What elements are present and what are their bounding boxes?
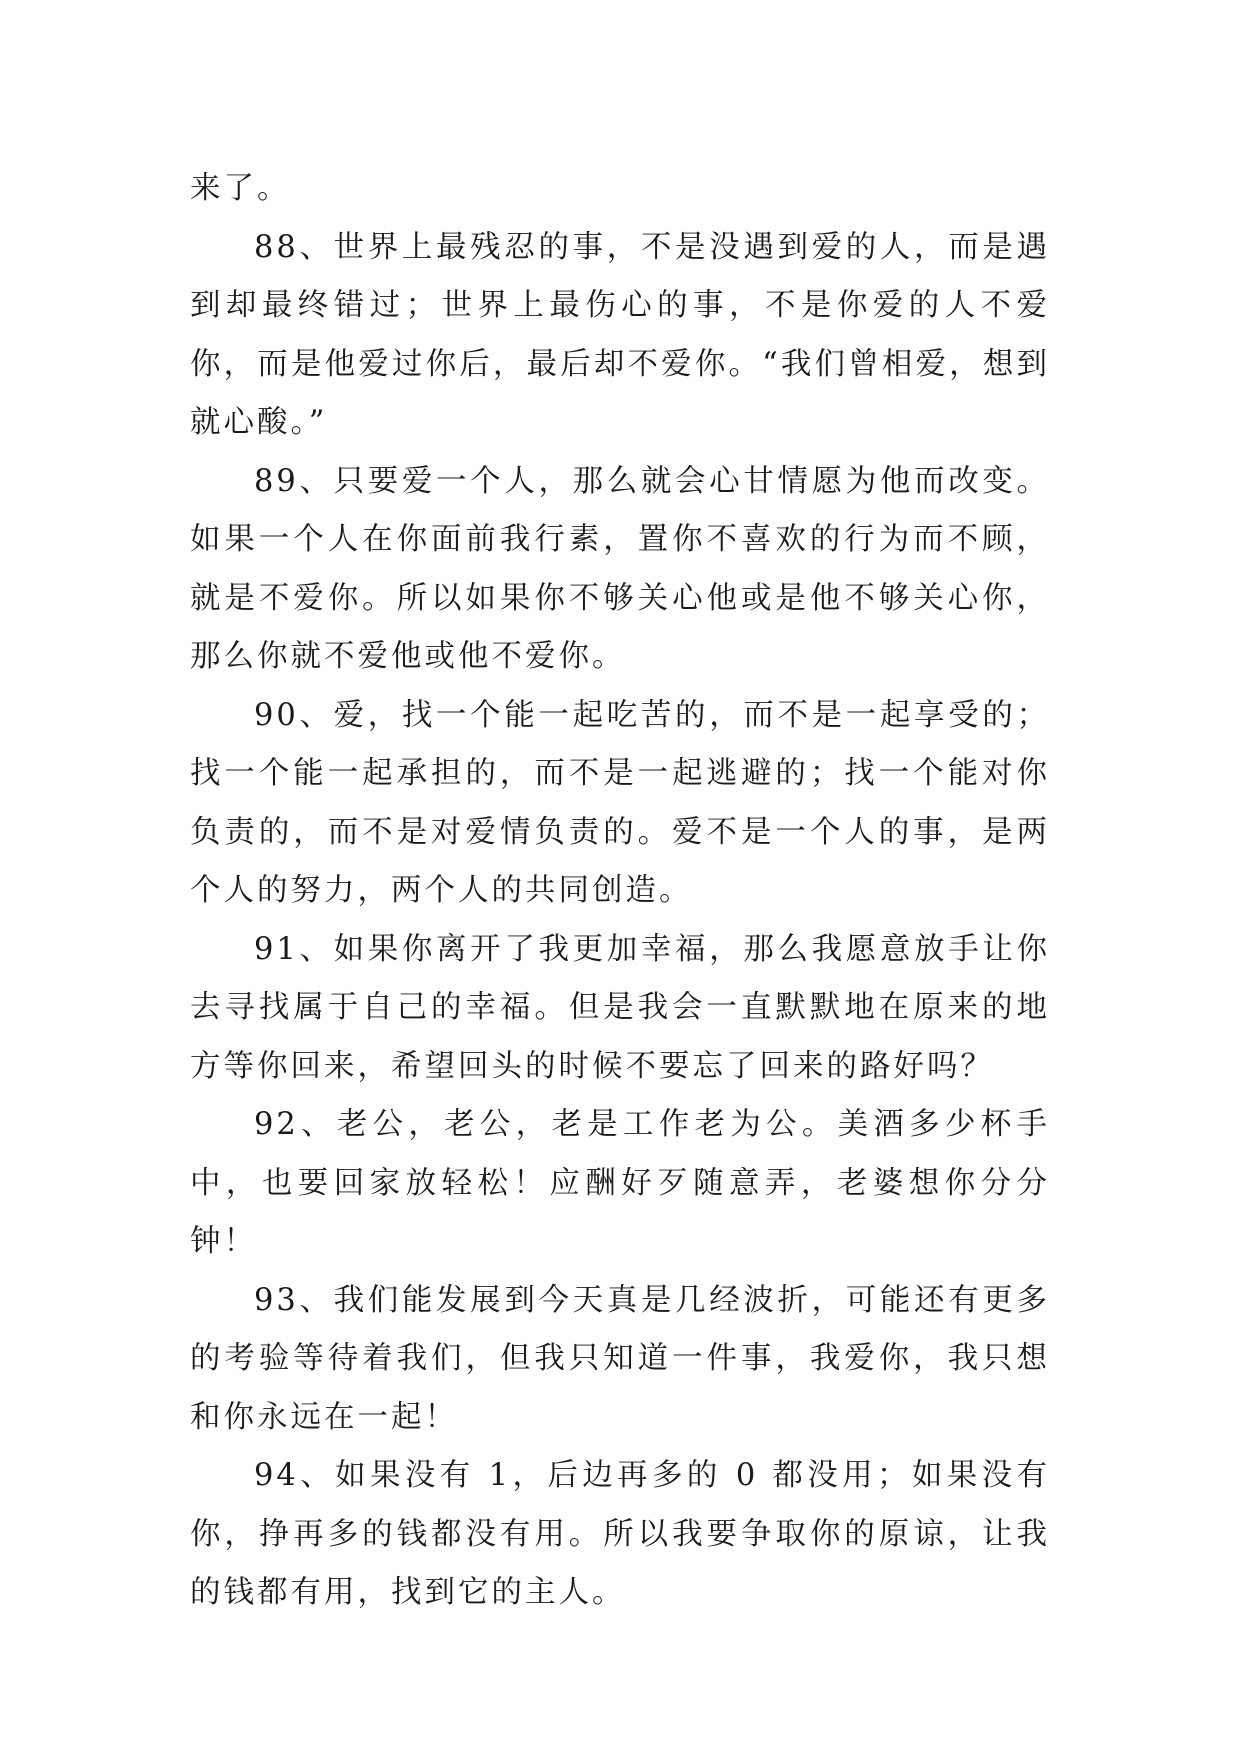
paragraph-continuation: 来了。 xyxy=(190,171,291,206)
paragraph-93: 93、我们能发展到今天真是几经波折，可能还有更多的考验等待着我们，但我只知道一件事，我爱你，我只想和你永远在一起！ xyxy=(190,1282,1050,1435)
paragraph-89: 89、只要爱一个人，那么就会心甘情愿为他而改变。如果一个人在你面前我行素，置你不喜欢的行为而不顾，就是不爱你。所以如果你不够关心他或是他不够关心你，那么你就不爱他或他不爱你。 xyxy=(190,463,1050,674)
paragraph-92: 92、老公，老公，老是工作老为公。美酒多少杯手中，也要回家放轻松！应酬好歹随意弄，老婆想你分分钟！ xyxy=(190,1107,1050,1259)
paragraph-90: 90、爱，找一个能一起吃苦的，而不是一起享受的；找一个能一起承担的，而不是一起逃避的；找一个能对你负责的，而不是对爱情负责的。爱不是一个人的事，是两个人的努力，两个人的共同创造。 xyxy=(190,697,1050,908)
paragraph-91: 91、如果你离开了我更加幸福，那么我愿意放手让你去寻找属于自己的幸福。但是我会一直默默地在原来的地方等你回来，希望回头的时候不要忘了回来的路好吗？ xyxy=(190,931,1050,1084)
document-body xyxy=(190,160,1050,1623)
paragraph-94: 94、如果没有 1，后边再多的 0 都没用；如果没有你，挣再多的钱都没有用。所以我要争取你的原谅，让我的钱都有用，找到它的主人。 xyxy=(190,1458,1050,1610)
paragraph-88: 88、世界上最残忍的事，不是没遇到爱的人，而是遇到却最终错过；世界上最伤心的事，不是你爱的人不爱你，而是他爱过你后，最后却不爱你。“我们曾相爱，想到就心酸。” xyxy=(190,229,1050,440)
